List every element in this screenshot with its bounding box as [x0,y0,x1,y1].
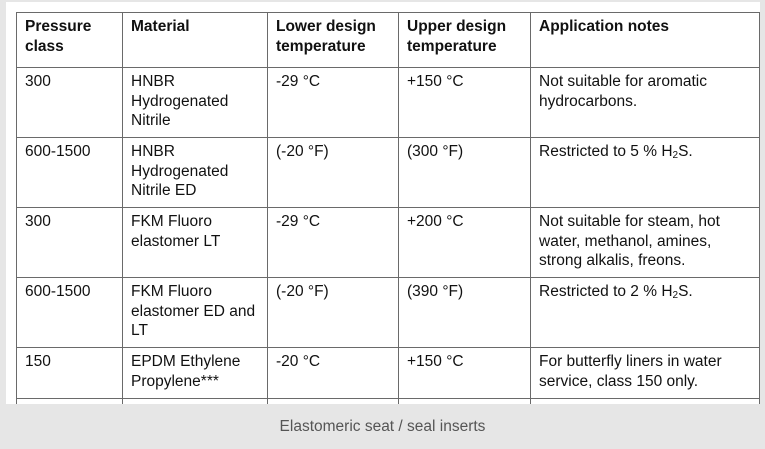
cell-pressure-class: 600-1500 [17,138,123,208]
cell-upper-temp: +150 °C [399,348,531,399]
header-pressure-class: Pressure class [17,13,123,68]
cell-pressure-class: 300 [17,208,123,278]
cell-material: HNBR Hydrogenated Nitrile [123,68,268,138]
cell-upper-temp: +200 °C [399,208,531,278]
cell-lower-temp: -29 °C [268,68,399,138]
image-frame [6,2,760,404]
table-header-row [17,13,760,68]
cell-material: FKM Fluoro elastomer LT [123,208,268,278]
header-upper-design-temperature: Upper design temperature [399,13,531,68]
cell-upper-temp: (300 °F) [399,138,531,208]
cell-notes [531,138,760,208]
notes-subscript: 2 [672,150,679,161]
cell-upper-temp: (390 °F) [399,278,531,348]
cell-lower-temp: (-20 °F) [268,138,399,208]
cell-notes: Not suitable for aromatic hydrocarbons. [531,68,760,138]
cell-upper-temp: +150 °C [399,68,531,138]
cell-lower-temp: -20 °C [268,348,399,399]
cell-notes: Not suitable for steam, hot water, methanol, amines, strong alkalis, freons. [531,208,760,278]
notes-text: Restricted to 5 % H [539,143,673,160]
header-lower-design-temperature: Lower design temperature [268,13,399,68]
notes-subscript: 2 [672,290,679,301]
table-row [17,348,760,399]
header-application-notes: Application notes [531,13,760,68]
header-material: Material [123,13,268,68]
notes-text-suffix: S. [678,143,693,160]
elastomer-spec-table [16,12,760,404]
image-caption: Elastomeric seat / seal inserts [279,418,486,435]
cell-material: FKM Fluoro elastomer ED and LT [123,278,268,348]
cell-notes: For butterfly liners in water service, class 150 only. [531,348,760,399]
table-row [17,68,760,138]
table-row [17,138,760,208]
notes-text: Restricted to 2 % H [539,283,673,300]
notes-text-suffix: S. [678,283,693,300]
table-row-cut-off [17,399,760,405]
cell-lower-temp: (-20 °F) [268,278,399,348]
cell-notes [531,278,760,348]
cell-lower-temp: -29 °C [268,208,399,278]
cell-pressure-class: 150 [17,348,123,399]
cell-material: EPDM Ethylene Propylene*** [123,348,268,399]
cell-pressure-class: 600-1500 [17,278,123,348]
cell-pressure-class: 300 [17,68,123,138]
table-row [17,278,760,348]
cell-material: HNBR Hydrogenated Nitrile ED [123,138,268,208]
table-row [17,208,760,278]
